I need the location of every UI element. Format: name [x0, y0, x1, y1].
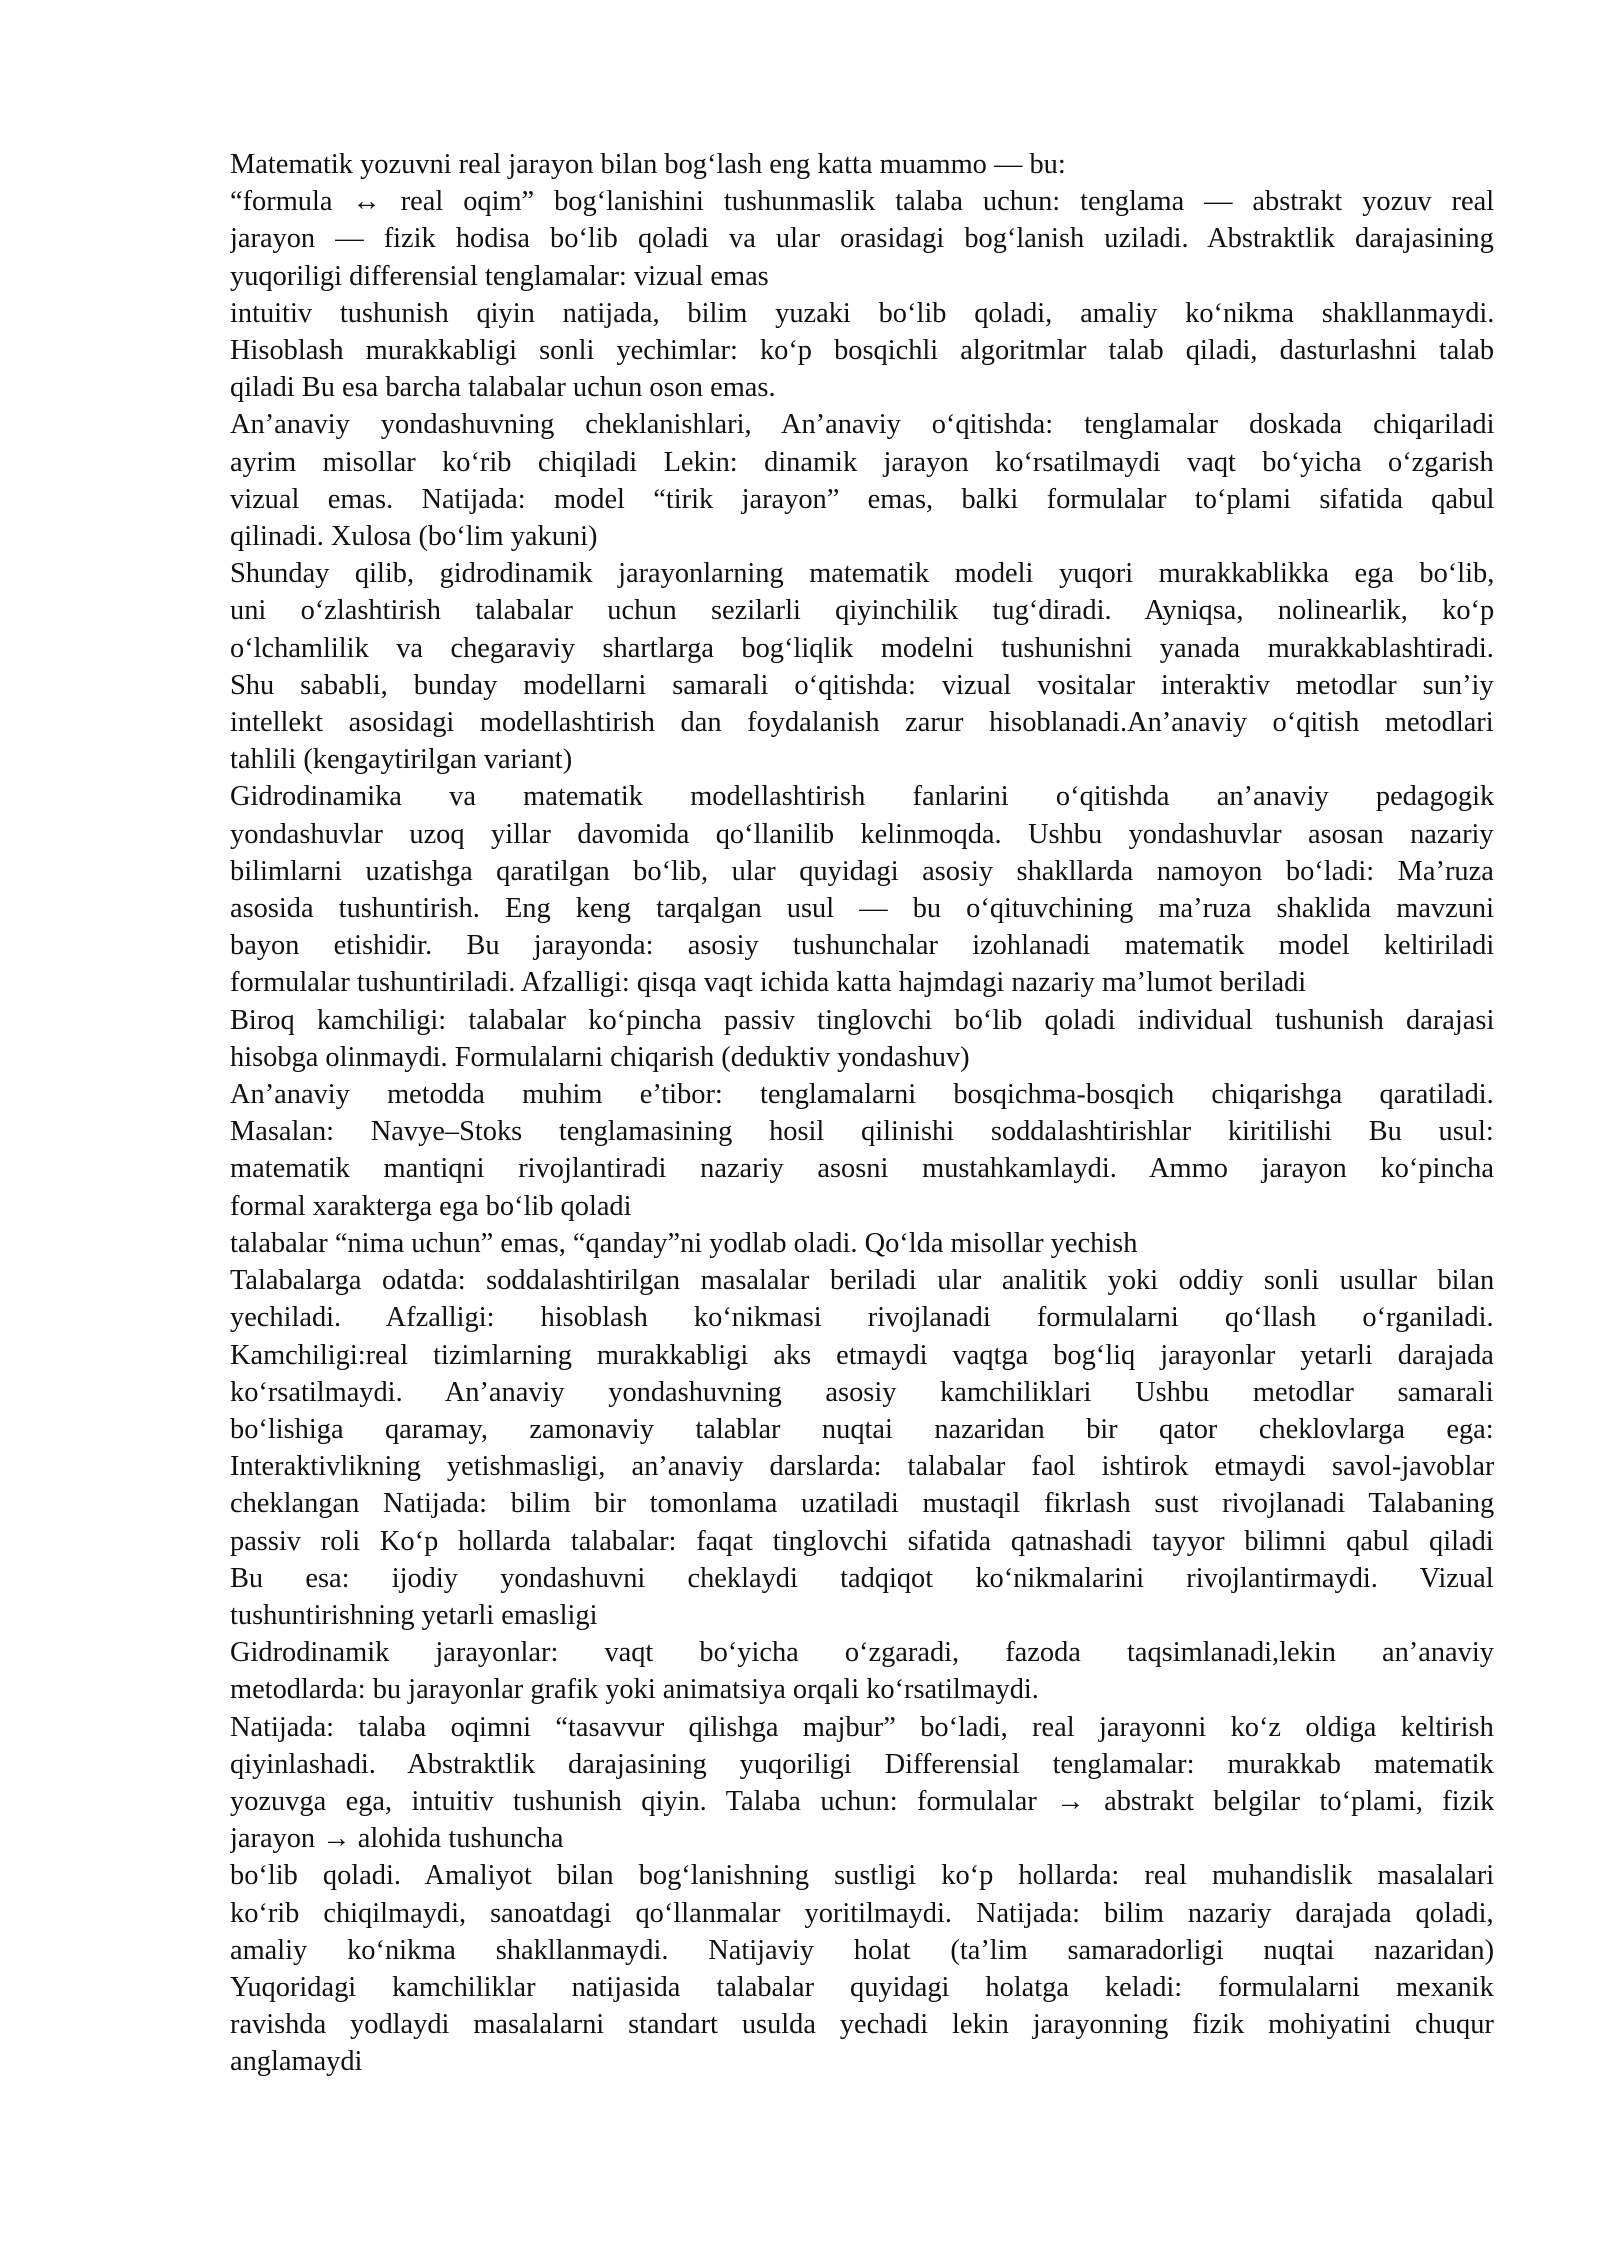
- text-line: Shu sababli, bunday modellarni samarali o‘qitishda: vizual vositalar interaktiv metodlar sun’iy: [230, 669, 1494, 701]
- text-line: formulalar tushuntiriladi. Afzalligi: qisqa vaqt ichida katta hajmdagi nazariy ma’lumot beriladi: [230, 967, 1307, 999]
- text-line: asosida tushuntirish. Eng keng tarqalgan usul — bu o‘qituvchining ma’ruza shaklida mavzuni: [230, 893, 1494, 925]
- text-line: yozuvga ega, intuitiv tushunish qiyin. Talaba uchun: formulalar → abstrakt belgilar to‘plami, fizik: [230, 1785, 1494, 1817]
- text-line: yechiladi. Afzalligi: hisoblash ko‘nikmasi rivojlanadi formulalarni qo‘llash o‘rganiladi.: [230, 1302, 1494, 1334]
- text-line: ravishda yodlaydi masalalarni standart usulda yechadi lekin jarayonning fizik mohiyatini chuqur: [230, 2009, 1494, 2041]
- text-line: bilimlarni uzatishga qaratilgan bo‘lib, ular quyidagi asosiy shakllarda namoyon bo‘ladi: Ma’ruza: [230, 855, 1494, 887]
- text-line: jarayon → alohida tushuncha: [230, 1823, 564, 1855]
- text-line: Biroq kamchiligi: talabalar ko‘pincha passiv tinglovchi bo‘lib qoladi individual tushunish darajasi: [230, 1004, 1494, 1036]
- text-line: formal xarakterga ega bo‘lib qoladi: [230, 1190, 632, 1222]
- text-line: yuqoriligi differensial tenglamalar: vizual emas: [230, 260, 769, 292]
- text-line: Matematik yozuvni real jarayon bilan bog‘lash eng katta muammo — bu:: [230, 149, 1066, 180]
- text-line: qilinadi. Xulosa (bo‘lim yakuni): [230, 521, 598, 553]
- text-line: Gidrodinamik jarayonlar: vaqt bo‘yicha o‘zgaradi, fazoda taqsimlanadi,lekin an’anaviy: [230, 1637, 1494, 1669]
- text-line: vizual emas. Natijada: model “tirik jarayon” emas, balki formulalar to‘plami sifatida qabul: [230, 483, 1494, 515]
- text-line: amaliy ko‘nikma shakllanmaydi. Natijaviy holat (ta’lim samaradorligi nuqtai nazaridan): [230, 1934, 1494, 1966]
- text-line: intellekt asosidagi modellashtirish dan foydalanish zarur hisoblanadi.An’anaviy o‘qitish metodlari: [230, 707, 1494, 739]
- text-line: anglamaydi: [230, 2046, 363, 2078]
- text-line: talabalar “nima uchun” emas, “qanday”ni yodlab oladi. Qo‘lda misollar yechish: [230, 1227, 1138, 1259]
- text-line: cheklangan Natijada: bilim bir tomonlama uzatiladi mustaqil fikrlash sust rivojlanadi Talabaning: [230, 1488, 1494, 1520]
- text-line: uni o‘zlashtirish talabalar uchun sezilarli qiyinchilik tug‘diradi. Ayniqsa, nolinearlik, ko‘p: [230, 595, 1494, 627]
- text-line: tahlili (kengaytirilgan variant): [230, 744, 573, 776]
- text-line: qiladi Bu esa barcha talabalar uchun oson emas.: [230, 372, 776, 404]
- text-line: jarayon — fizik hodisa bo‘lib qoladi va ular orasidagi bog‘lanish uziladi. Abstraktlik darajasining: [230, 223, 1494, 255]
- text-line: Interaktivlikning yetishmasligi, an’anaviy darslarda: talabalar faol ishtirok etmaydi savol-javoblar: [230, 1451, 1494, 1483]
- document-body: [230, 146, 1494, 2081]
- text-line: Bu esa: ijodiy yondashuvni cheklaydi tadqiqot ko‘nikmalarini rivojlantirmaydi. Vizual: [230, 1562, 1494, 1594]
- text-line: Masalan: Navye–Stoks tenglamasining hosil qilinishi soddalashtirishlar kiritilishi Bu usul:: [230, 1116, 1494, 1148]
- text-line: intuitiv tushunish qiyin natijada, bilim yuzaki bo‘lib qoladi, amaliy ko‘nikma shakllanmaydi.: [230, 297, 1494, 329]
- text-line: Kamchiligi:real tizimlarning murakkabligi aks etmaydi vaqtga bog‘liq jarayonlar yetarli darajada: [230, 1339, 1494, 1371]
- text-line: qiyinlashadi. Abstraktlik darajasining yuqoriligi Differensial tenglamalar: murakkab matematik: [230, 1748, 1494, 1780]
- text-line: metodlarda: bu jarayonlar grafik yoki animatsiya orqali ko‘rsatilmaydi.: [230, 1674, 1039, 1706]
- text-line: Yuqoridagi kamchiliklar natijasida talabalar quyidagi holatga keladi: formulalarni mexanik: [230, 1971, 1494, 2003]
- text-line: Hisoblash murakkabligi sonli yechimlar: ko‘p bosqichli algoritmlar talab qiladi, dasturlashni talab: [230, 335, 1494, 367]
- text-line: An’anaviy metodda muhim e’tibor: tenglamalarni bosqichma-bosqich chiqarishga qaratiladi.: [230, 1079, 1494, 1111]
- text-line: hisobga olinmaydi. Formulalarni chiqarish (deduktiv yondashuv): [230, 1041, 970, 1073]
- text-line: passiv roli Ko‘p hollarda talabalar: faqat tinglovchi sifatida qatnashadi tayyor bilimni qabul qiladi: [230, 1525, 1494, 1557]
- text-line: bayon etishidir. Bu jarayonda: asosiy tushunchalar izohlanadi matematik model keltiriladi: [230, 930, 1494, 962]
- text-line: An’anaviy yondashuvning cheklanishlari, An’anaviy o‘qitishda: tenglamalar doskada chiqariladi: [230, 409, 1494, 441]
- text-line: “formula ↔ real oqim” bog‘lanishini tushunmaslik talaba uchun: tenglama — abstrakt yozuv real: [230, 186, 1494, 218]
- text-line: o‘lchamlilik va chegaraviy shartlarga bog‘liqlik modelni tushunishni yanada murakkablashtiradi.: [230, 632, 1494, 664]
- text-line: tushuntirishning yetarli emasligi: [230, 1599, 598, 1631]
- text-line: ko‘rsatilmaydi. An’anaviy yondashuvning asosiy kamchiliklari Ushbu metodlar samarali: [230, 1376, 1494, 1408]
- text-line: Talabalarga odatda: soddalashtirilgan masalalar beriladi ular analitik yoki oddiy sonli usullar bilan: [230, 1265, 1494, 1297]
- text-line: yondashuvlar uzoq yillar davomida qo‘llanilib kelinmoqda. Ushbu yondashuvlar asosan nazariy: [230, 818, 1494, 850]
- text-line: ko‘rib chiqilmaydi, sanoatdagi qo‘llanmalar yoritilmaydi. Natijada: bilim nazariy darajada qoladi,: [230, 1897, 1494, 1929]
- text-line: Gidrodinamika va matematik modellashtirish fanlarini o‘qitishda an’anaviy pedagogik: [230, 781, 1494, 813]
- text-line: Shunday qilib, gidrodinamik jarayonlarning matematik modeli yuqori murakkablikka ega bo‘lib,: [230, 558, 1494, 590]
- text-line: Natijada: talaba oqimni “tasavvur qilishga majbur” bo‘ladi, real jarayonni ko‘z oldiga keltirish: [230, 1711, 1494, 1743]
- text-line: ayrim misollar ko‘rib chiqiladi Lekin: dinamik jarayon ko‘rsatilmaydi vaqt bo‘yicha o‘zgarish: [230, 446, 1494, 478]
- text-line: matematik mantiqni rivojlantiradi nazariy asosni mustahkamlaydi. Ammo jarayon ko‘pincha: [230, 1153, 1494, 1185]
- text-line: bo‘lib qoladi. Amaliyot bilan bog‘lanishning sustligi ko‘p hollarda: real muhandislik masalalari: [230, 1860, 1494, 1892]
- text-line: bo‘lishiga qaramay, zamonaviy talablar nuqtai nazaridan bir qator cheklovlarga ega:: [230, 1413, 1494, 1445]
